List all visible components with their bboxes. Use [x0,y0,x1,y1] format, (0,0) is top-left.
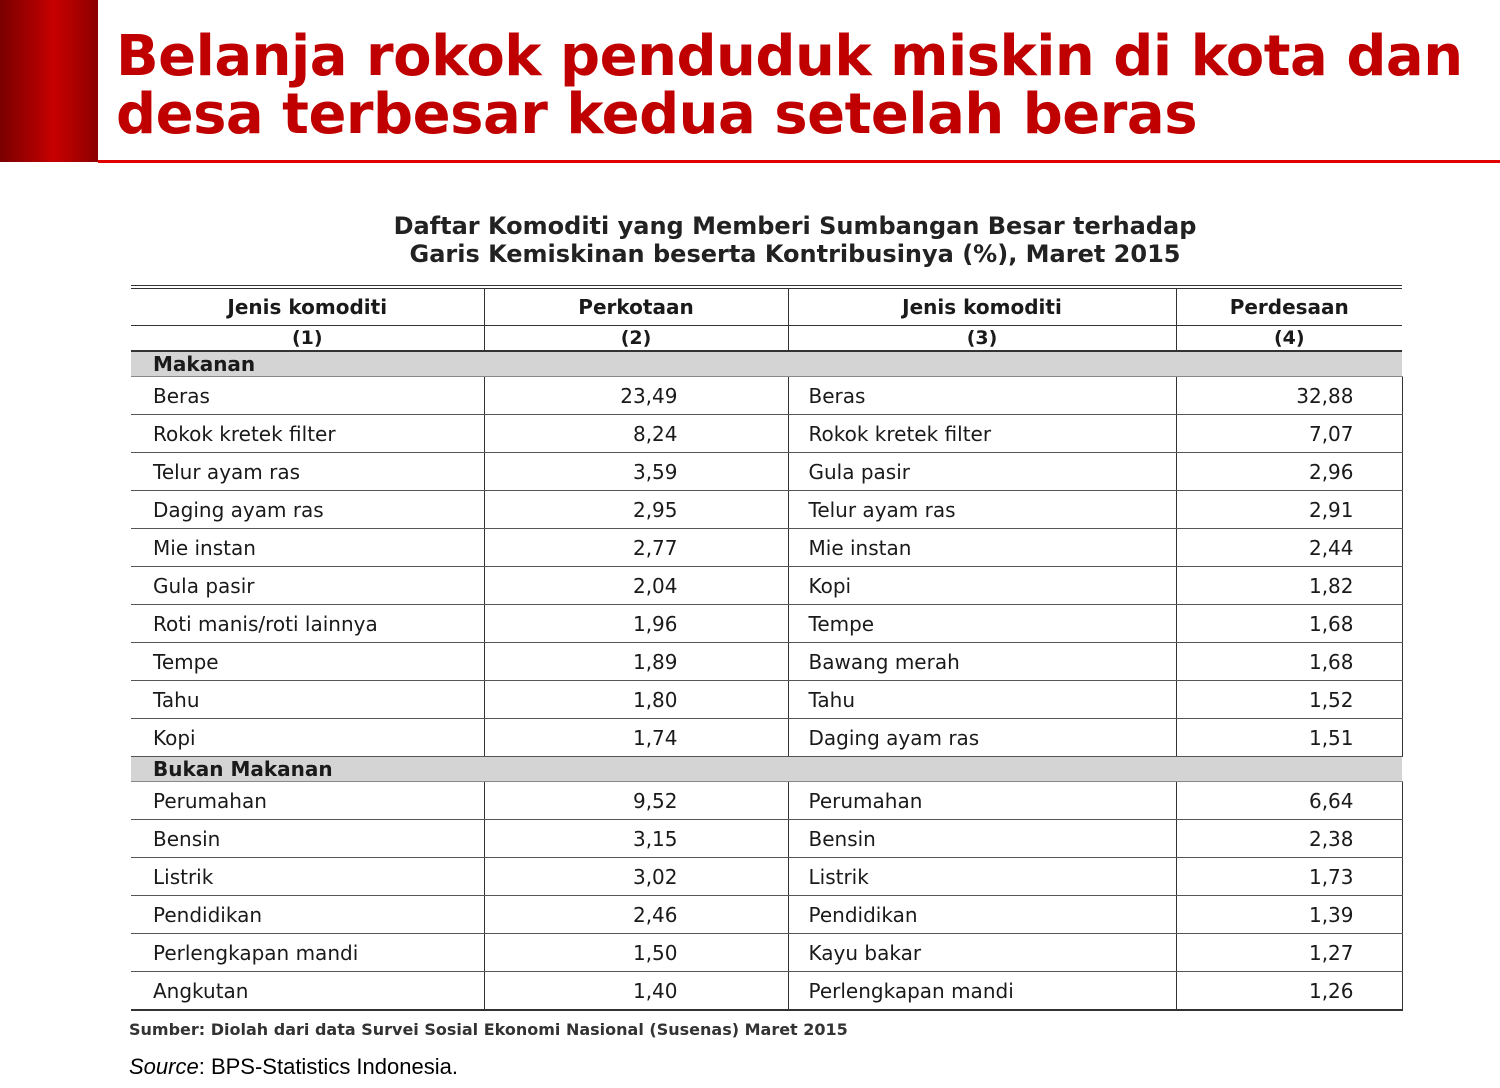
table-row [131,820,1402,858]
urban-value-cell: 2,04 [484,567,788,605]
rural-value-cell: 1,82 [1176,567,1402,605]
commodity-rural-cell: Listrik [788,858,1176,896]
commodity-rural-cell: Kayu bakar [788,934,1176,972]
commodity-rural-cell: Daging ayam ras [788,719,1176,757]
rural-value-cell: 32,88 [1176,377,1402,415]
table-row [131,934,1402,972]
commodity-urban-cell: Listrik [131,858,484,896]
commodity-urban-cell: Pendidikan [131,896,484,934]
urban-value-cell: 23,49 [484,377,788,415]
commodity-rural-cell: Rokok kretek filter [788,415,1176,453]
header-urban: Perkotaan [484,287,788,326]
rural-value-cell: 7,07 [1176,415,1402,453]
table-title-line-1: Daftar Komoditi yang Memberi Sumbangan Besar terhadap [393,212,1197,240]
slide-title: Belanja rokok penduduk miskin di kota dan desa terbesar kedua setelah beras [116,24,1463,147]
table-row [131,567,1402,605]
urban-value-cell: 3,59 [484,453,788,491]
table-row [131,858,1402,896]
slide-source [129,1054,458,1080]
urban-value-cell: 3,15 [484,820,788,858]
rural-value-cell: 1,26 [1176,972,1402,1011]
commodity-urban-cell: Beras [131,377,484,415]
commodity-rural-cell: Gula pasir [788,453,1176,491]
urban-value-cell: 3,02 [484,858,788,896]
col-number-4: (4) [1176,326,1402,352]
header-rural: Perdesaan [1176,287,1402,326]
commodity-urban-cell: Mie instan [131,529,484,567]
table-row [131,782,1402,820]
rural-value-cell: 2,91 [1176,491,1402,529]
table-source-note: Sumber: Diolah dari data Survei Sosial Ekonomi Nasional (Susenas) Maret 2015 [129,1020,848,1039]
commodity-urban-cell: Perumahan [131,782,484,820]
commodity-urban-cell: Telur ayam ras [131,453,484,491]
commodity-rural-cell: Telur ayam ras [788,491,1176,529]
commodity-rural-cell: Pendidikan [788,896,1176,934]
rural-value-cell: 1,52 [1176,681,1402,719]
table-row [131,377,1402,415]
commodity-urban-cell: Rokok kretek filter [131,415,484,453]
table-row [131,453,1402,491]
urban-value-cell: 1,50 [484,934,788,972]
table-row [131,972,1402,1011]
urban-value-cell: 1,74 [484,719,788,757]
rural-value-cell: 1,68 [1176,605,1402,643]
table-row [131,491,1402,529]
col-number-1: (1) [131,326,484,352]
commodity-rural-cell: Tahu [788,681,1176,719]
rural-value-cell: 1,39 [1176,896,1402,934]
commodity-urban-cell: Daging ayam ras [131,491,484,529]
urban-value-cell: 1,80 [484,681,788,719]
rural-value-cell: 1,68 [1176,643,1402,681]
commodity-rural-cell: Perlengkapan mandi [788,972,1176,1011]
section-label: Makanan [131,351,1402,377]
table-row [131,643,1402,681]
commodity-rural-cell: Tempe [788,605,1176,643]
commodity-urban-cell: Kopi [131,719,484,757]
commodity-rural-cell: Bensin [788,820,1176,858]
commodity-rural-cell: Kopi [788,567,1176,605]
table-title-line-2: Garis Kemiskinan beserta Kontribusinya (%), Maret 2015 [409,240,1181,268]
section-row [131,351,1402,377]
commodity-urban-cell: Angkutan [131,972,484,1011]
rural-value-cell: 2,96 [1176,453,1402,491]
rural-value-cell: 6,64 [1176,782,1402,820]
table-title [200,212,1390,268]
table-row [131,415,1402,453]
source-text: : BPS-Statistics Indonesia. [198,1054,458,1079]
col-number-3: (3) [788,326,1176,352]
section-row [131,757,1402,782]
commodity-urban-cell: Roti manis/roti lainnya [131,605,484,643]
commodity-urban-cell: Tahu [131,681,484,719]
commodity-urban-cell: Perlengkapan mandi [131,934,484,972]
commodity-urban-cell: Bensin [131,820,484,858]
header-commodity-urban: Jenis komoditi [131,287,484,326]
commodity-table [131,285,1403,1011]
urban-value-cell: 9,52 [484,782,788,820]
commodity-rural-cell: Perumahan [788,782,1176,820]
commodity-urban-cell: Gula pasir [131,567,484,605]
commodity-rural-cell: Mie instan [788,529,1176,567]
urban-value-cell: 1,89 [484,643,788,681]
urban-value-cell: 2,95 [484,491,788,529]
urban-value-cell: 8,24 [484,415,788,453]
rural-value-cell: 1,73 [1176,858,1402,896]
title-accent-bar [0,0,98,162]
section-label: Bukan Makanan [131,757,1402,782]
commodity-rural-cell: Beras [788,377,1176,415]
col-number-2: (2) [484,326,788,352]
commodity-rural-cell: Bawang merah [788,643,1176,681]
urban-value-cell: 1,40 [484,972,788,1011]
header-commodity-rural: Jenis komoditi [788,287,1176,326]
source-label: Source [129,1054,199,1079]
commodity-urban-cell: Tempe [131,643,484,681]
table-row [131,896,1402,934]
title-underline [98,160,1500,163]
table-row [131,681,1402,719]
table-row [131,529,1402,567]
urban-value-cell: 2,46 [484,896,788,934]
table-body [131,351,1402,1010]
rural-value-cell: 1,51 [1176,719,1402,757]
rural-value-cell: 1,27 [1176,934,1402,972]
rural-value-cell: 2,38 [1176,820,1402,858]
urban-value-cell: 2,77 [484,529,788,567]
urban-value-cell: 1,96 [484,605,788,643]
table-row [131,605,1402,643]
rural-value-cell: 2,44 [1176,529,1402,567]
table-row [131,719,1402,757]
